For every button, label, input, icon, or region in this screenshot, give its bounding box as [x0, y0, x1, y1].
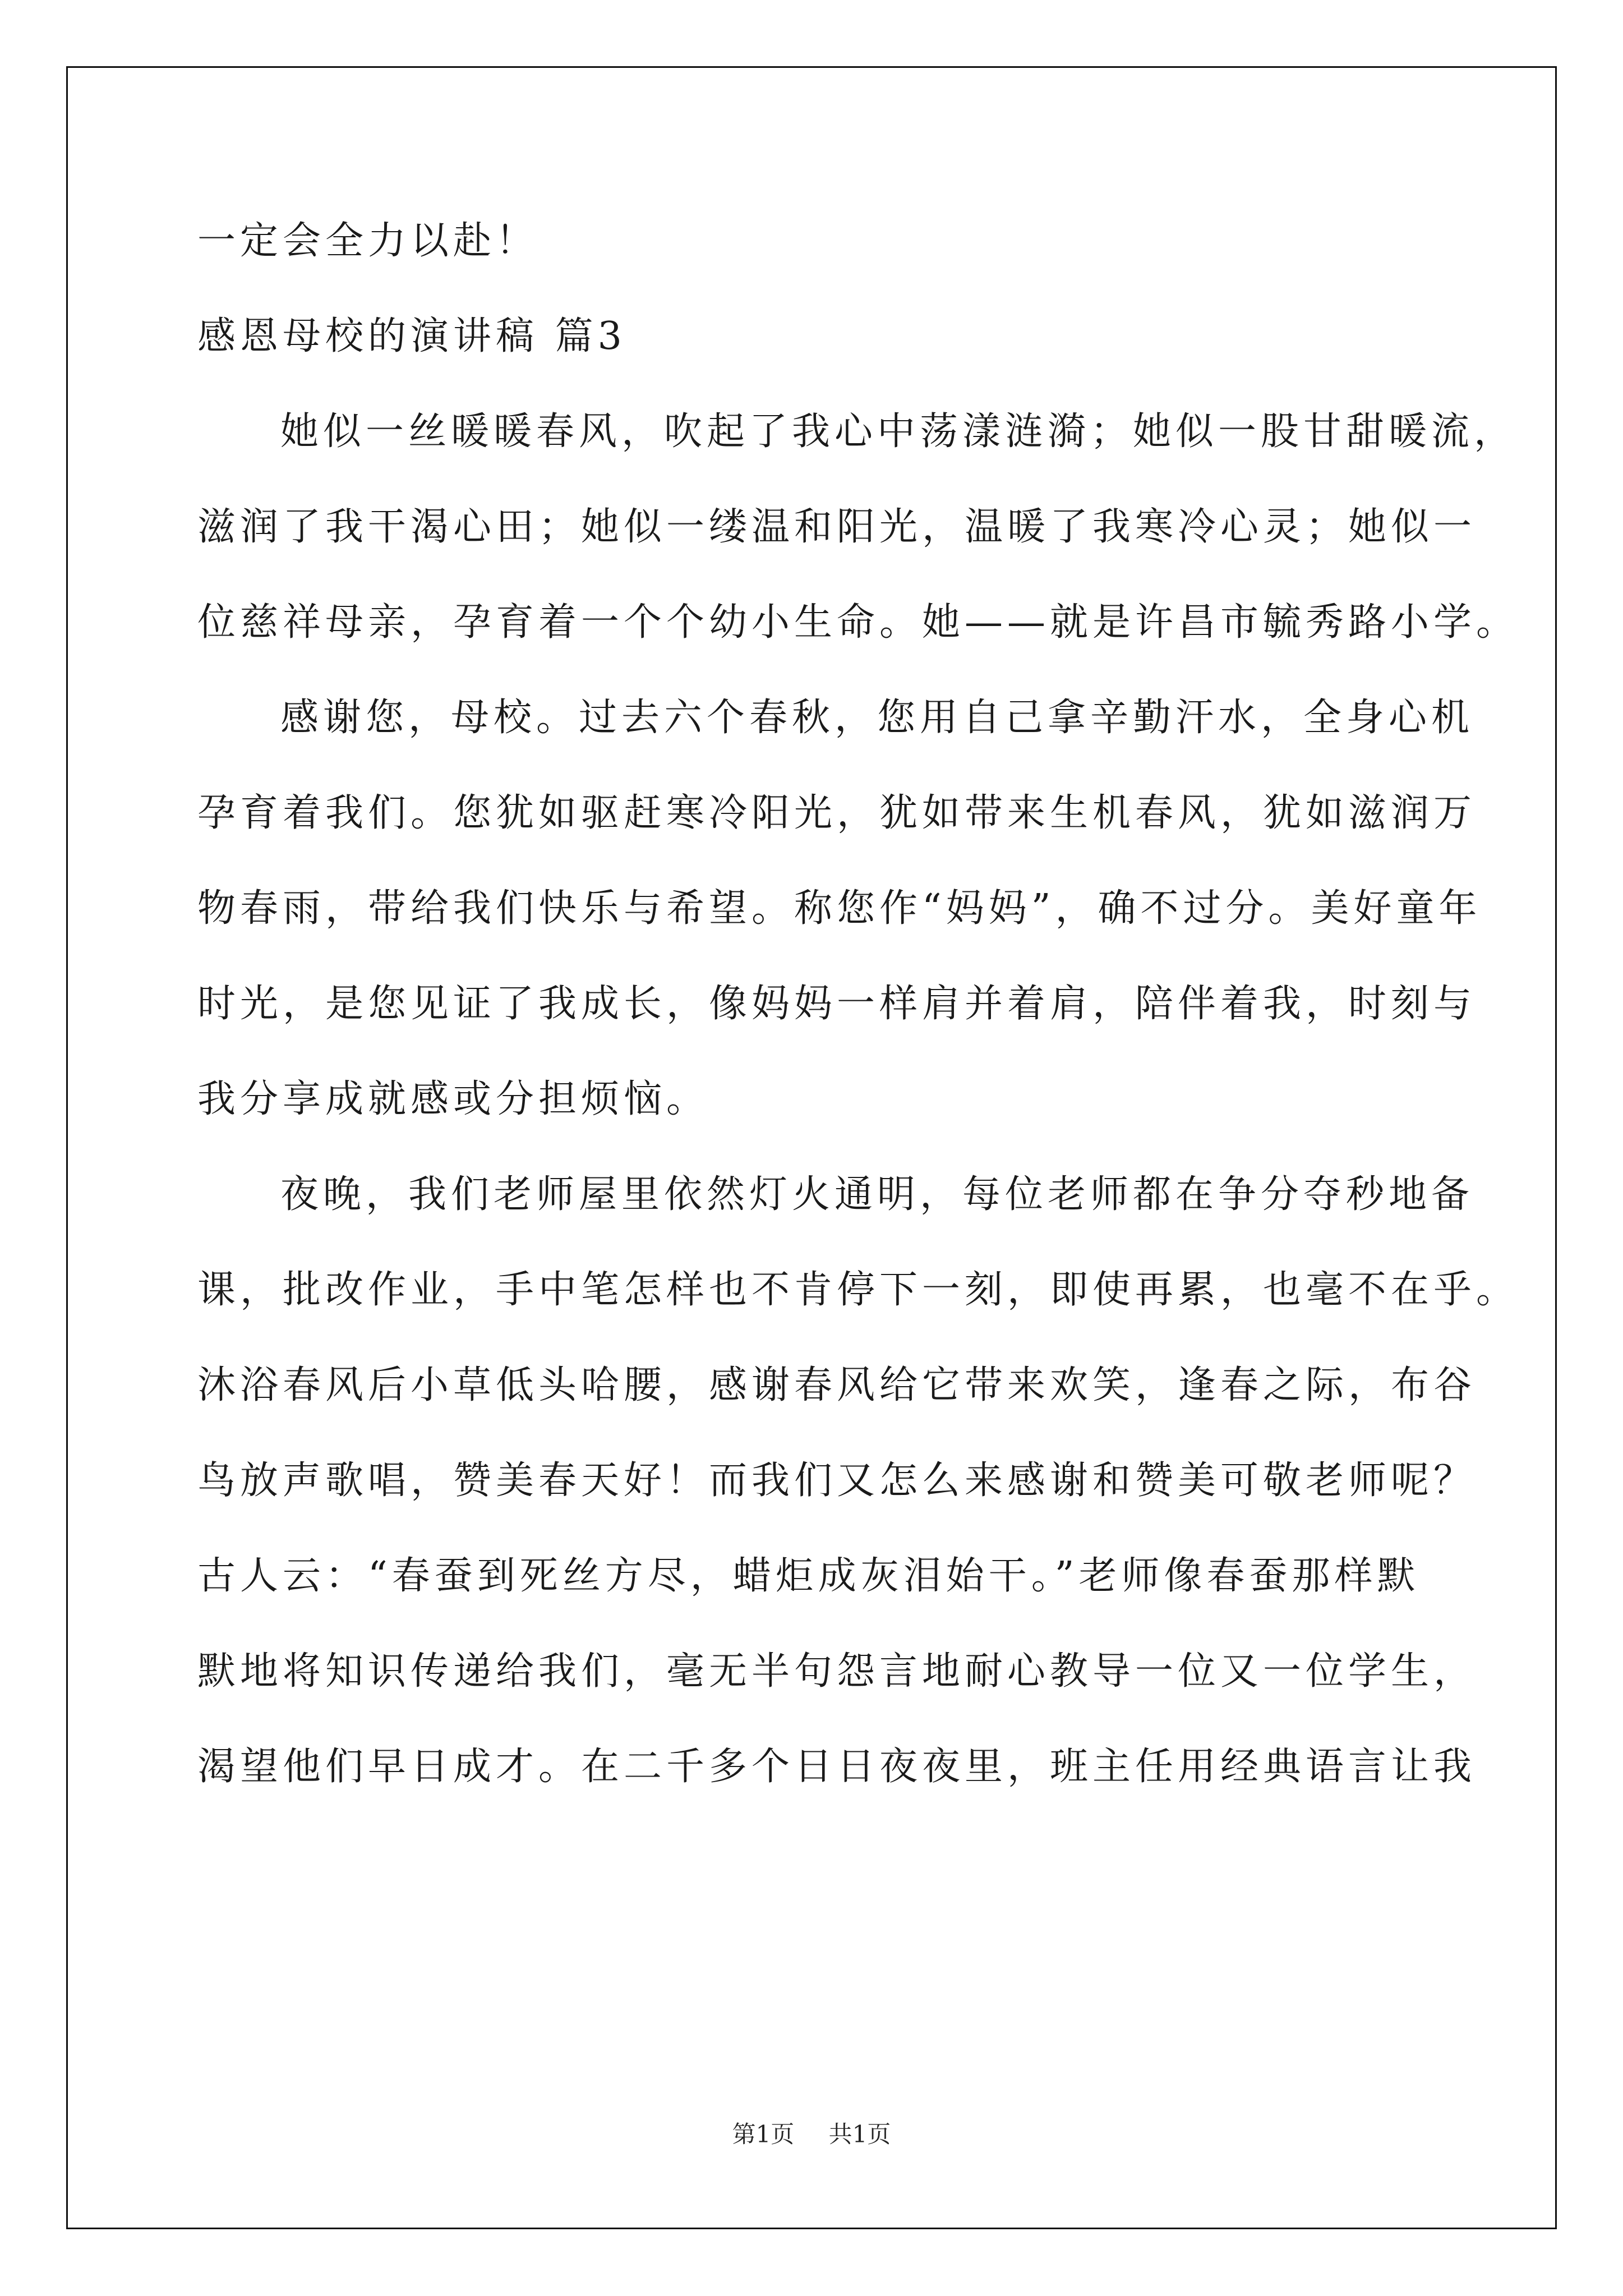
document-body [197, 216, 1519, 1837]
text-line: 默地将知识传递给我们，毫无半句怨言地耐心教导一位又一位学生， [197, 1649, 1477, 1694]
text-line: 鸟放声歌唱，赞美春天好！而我们又怎么来感谢和赞美可敬老师呢？ [197, 1458, 1477, 1503]
text-line: 一定会全力以赴！ [197, 219, 539, 263]
text-line: 感谢您，母校。过去六个春秋，您用自己拿辛勤汗水，全身心机 [280, 696, 1474, 740]
text-line: 课，批改作业，手中笔怎样也不肯停下一刻，即使再累，也毫不在乎。 [197, 1268, 1519, 1312]
page-number: 第1页 [732, 2120, 795, 2148]
text-line: 古人云：“春蚕到死丝方尽，蜡炬成灰泪始干。”老师像春蚕那样默 [197, 1554, 1420, 1598]
text-line: 位慈祥母亲，孕育着一个个幼小生命。她——就是许昌市毓秀路小学。 [197, 600, 1519, 645]
text-line: 物春雨，带给我们快乐与希望。称您作“妈妈”，确不过分。美好童年 [197, 886, 1482, 931]
text-line: 滋润了我干渴心田；她似一缕温和阳光，温暖了我寒冷心灵；她似一 [197, 505, 1477, 549]
text-line: 她似一丝暖暖春风，吹起了我心中荡漾涟漪；她似一股甘甜暖流， [280, 409, 1517, 454]
page-count: 共1页 [828, 2120, 891, 2148]
text-line: 我分享成就感或分担烦恼。 [197, 1077, 709, 1121]
text-line: 渴望他们早日成才。在二千多个日日夜夜里，班主任用经典语言让我 [197, 1745, 1477, 1789]
page-footer [0, 2118, 1623, 2151]
text-line: 孕育着我们。您犹如驱赶寒冷阳光，犹如带来生机春风，犹如滋润万 [197, 791, 1477, 835]
text-line: 夜晚，我们老师屋里依然灯火通明，每位老师都在争分夺秒地备 [280, 1172, 1474, 1217]
section-heading: 感恩母校的演讲稿 篇3 [197, 314, 626, 358]
text-line: 时光，是您见证了我成长，像妈妈一样肩并着肩，陪伴着我，时刻与 [197, 982, 1477, 1026]
text-line: 沐浴春风后小草低头哈腰，感谢春风给它带来欢笑，逢春之际，布谷 [197, 1363, 1477, 1407]
